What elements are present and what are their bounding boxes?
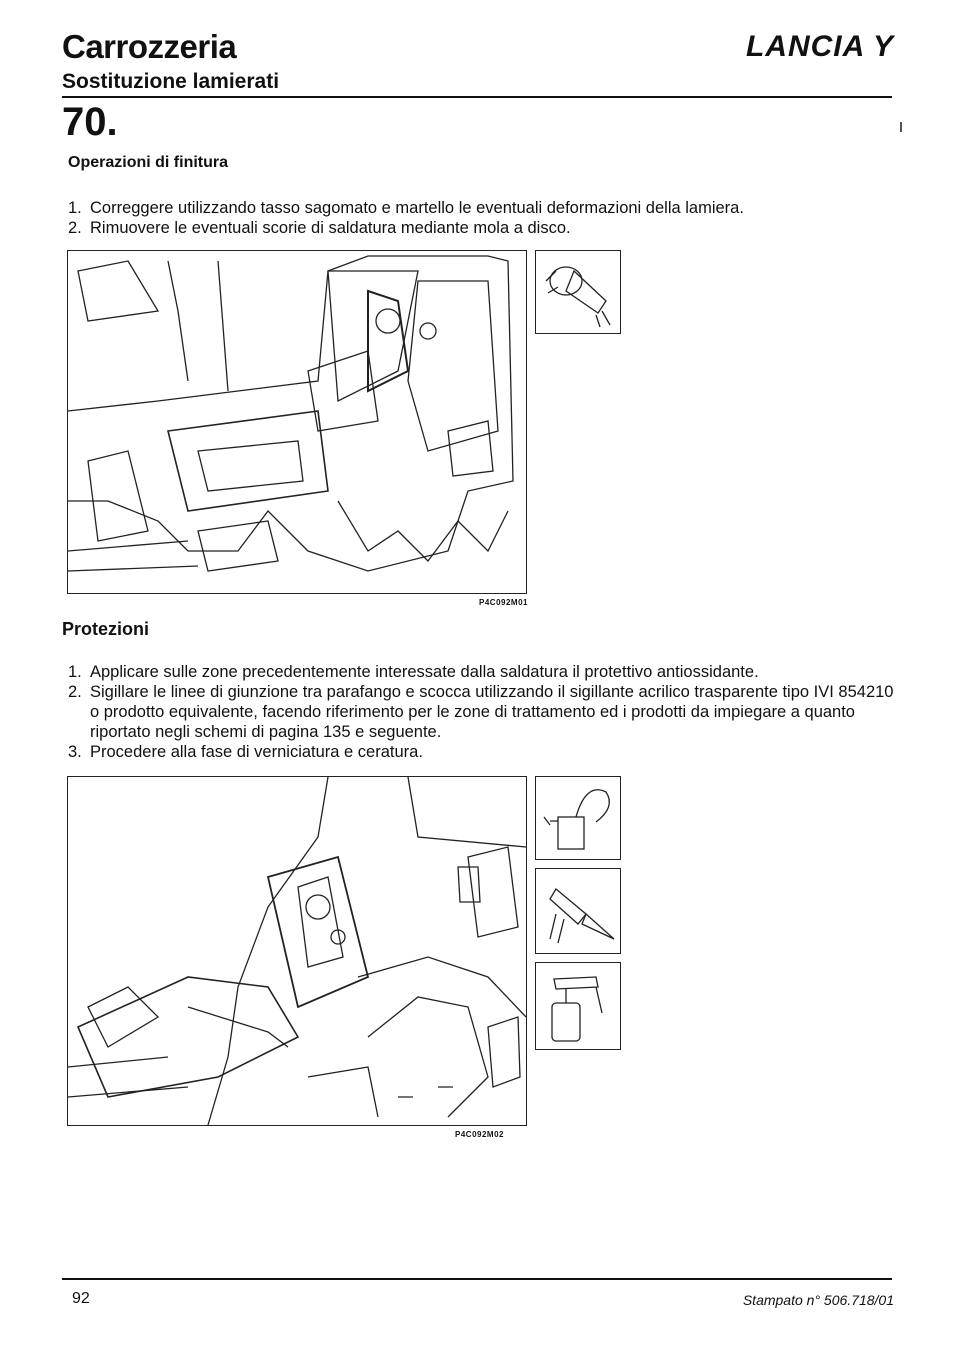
step-number: 1.	[68, 199, 82, 217]
footer-rule	[62, 1278, 892, 1280]
figure-1-code: P4C092M01	[479, 598, 528, 607]
list-item	[62, 682, 902, 742]
figure-2-code: P4C092M02	[455, 1130, 504, 1139]
margin-mark	[900, 122, 902, 132]
step-number: 2.	[68, 219, 82, 237]
step-text: Procedere alla fase di verniciatura e ceratura.	[90, 743, 423, 761]
section-heading-finitura: Operazioni di finitura	[68, 154, 229, 171]
step-text: Sigillare le linee di giunzione tra parafango e scocca utilizzando il sigillante acrilico trasparente tipo IVI 854210 o prodotto equivalente, facendo riferimento per le zone di trattamento ed i prodotti da impiegare a quanto riportato negli schemi di pagina 135 e seguente.	[90, 683, 894, 741]
step-text: Rimuovere le eventuali scorie di saldatura mediante mola a disco.	[90, 219, 571, 237]
step-text: Correggere utilizzando tasso sagomato e martello le eventuali deformazioni della lamiera.	[90, 199, 744, 217]
figure-2-sealing-area	[67, 776, 527, 1126]
step-number: 3.	[68, 743, 82, 761]
figure-1-grinder-icon	[535, 250, 621, 334]
header-rule	[62, 96, 892, 98]
step-text: Applicare sulle zone precedentemente interessate dalla saldatura il protettivo antiossidante.	[90, 663, 759, 681]
header-title: Carrozzeria	[62, 28, 237, 65]
list-item	[62, 742, 902, 762]
header-subtitle: Sostituzione lamierati	[62, 70, 280, 93]
header-brand: LANCIA Y	[745, 30, 894, 63]
step-number: 1.	[68, 663, 82, 681]
chapter-number: 70.	[62, 100, 118, 144]
step-number: 2.	[68, 683, 82, 701]
figure-2-spray-gun-icon	[535, 962, 621, 1050]
figure-2-spray-can-icon	[535, 776, 621, 860]
list-item	[62, 218, 902, 238]
page-number: 92	[72, 1290, 90, 1307]
protezioni-steps	[62, 662, 902, 762]
figure-2-sealant-gun-icon	[535, 868, 621, 954]
list-item	[62, 198, 902, 218]
finitura-steps	[62, 198, 902, 238]
figure-1-welding-area	[67, 250, 527, 594]
print-reference: Stampato n° 506.718/01	[742, 1292, 894, 1308]
section-heading-protezioni: Protezioni	[62, 619, 150, 639]
list-item	[62, 662, 902, 682]
